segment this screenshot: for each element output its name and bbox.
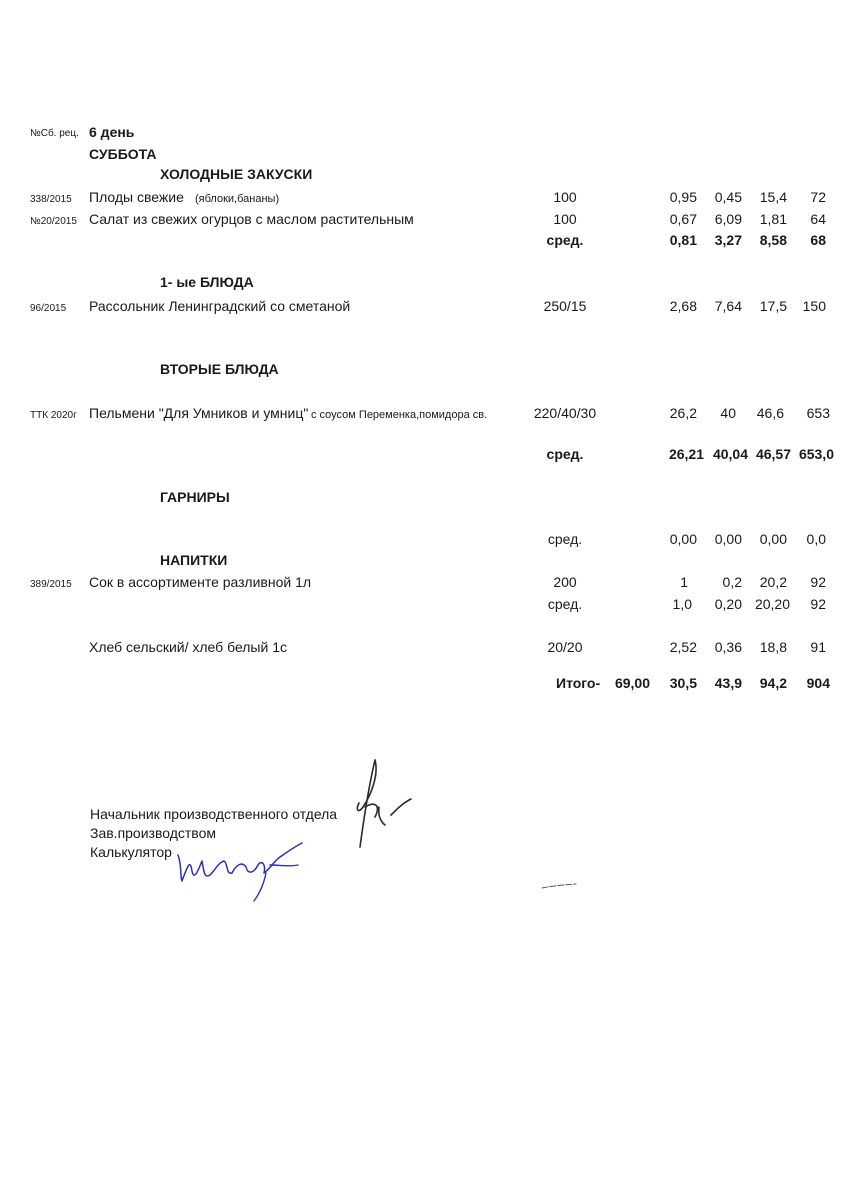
dish-note: (яблоки,бананы) bbox=[195, 193, 280, 205]
protein: 0,95 bbox=[669, 189, 697, 205]
weekday-title: СУББОТА bbox=[89, 146, 157, 162]
signature-calculator-label: Калькулятор bbox=[90, 844, 172, 860]
carbs: 0,00 bbox=[759, 531, 787, 547]
dish-note: с соусом Переменка,помидора св. bbox=[311, 409, 488, 421]
section-title-garnish: ГАРНИРЫ bbox=[160, 489, 230, 505]
dish-name: Хлеб сельский/ хлеб белый 1с bbox=[89, 639, 287, 655]
pen-mark-icon bbox=[540, 880, 580, 892]
fat: 7,64 bbox=[714, 298, 742, 314]
section-title-cold: ХОЛОДНЫЕ ЗАКУСКИ bbox=[160, 166, 313, 182]
average-label: сред. bbox=[547, 596, 583, 612]
fat: 0,00 bbox=[714, 531, 742, 547]
carbs: 94,2 bbox=[759, 675, 787, 691]
recipe-code: ТТК 2020г bbox=[30, 410, 77, 421]
signature-manager-label: Зав.производством bbox=[90, 825, 216, 841]
fat: 40,04 bbox=[712, 446, 748, 462]
protein: 0,67 bbox=[669, 211, 697, 227]
recipe-number-label: №Сб. рец. bbox=[30, 128, 79, 139]
recipe-code: №20/2015 bbox=[30, 216, 77, 227]
section-title-second: ВТОРЫЕ БЛЮДА bbox=[160, 361, 279, 377]
energy: 904 bbox=[806, 675, 830, 691]
average-label: сред. bbox=[547, 531, 583, 547]
energy: 92 bbox=[810, 574, 826, 590]
energy: 64 bbox=[810, 211, 826, 227]
section-title-drinks: НАПИТКИ bbox=[160, 552, 228, 568]
portion: 20/20 bbox=[547, 639, 583, 655]
protein: 1,0 bbox=[672, 596, 692, 612]
average-label: сред. bbox=[546, 232, 584, 248]
carbs: 8,58 bbox=[759, 232, 787, 248]
fat: 43,9 bbox=[714, 675, 742, 691]
energy: 91 bbox=[810, 639, 826, 655]
carbs: 18,8 bbox=[759, 639, 787, 655]
protein: 2,68 bbox=[669, 298, 697, 314]
recipe-code: 338/2015 bbox=[30, 194, 72, 205]
fat: 6,09 bbox=[714, 211, 742, 227]
fat: 3,27 bbox=[714, 232, 742, 248]
carbs: 15,4 bbox=[759, 189, 787, 205]
signature-blue-icon bbox=[170, 835, 320, 907]
fat: 0,2 bbox=[722, 574, 742, 590]
total-label: Итого- bbox=[556, 675, 601, 691]
carbs: 46,57 bbox=[755, 446, 791, 462]
carbs: 20,2 bbox=[759, 574, 787, 590]
energy: 0,0 bbox=[806, 531, 826, 547]
energy: 150 bbox=[802, 298, 826, 314]
carbs: 1,81 bbox=[759, 211, 787, 227]
signature-head-label: Начальник производственного отдела bbox=[90, 806, 338, 822]
dish-name: Пельмени "Для Умников и умниц" bbox=[89, 405, 309, 421]
protein: 1 bbox=[680, 574, 688, 590]
dish-name: Сок в ассортименте разливной 1л bbox=[89, 574, 312, 590]
average-label: сред. bbox=[546, 446, 584, 462]
fat: 0,45 bbox=[714, 189, 742, 205]
energy: 92 bbox=[810, 596, 826, 612]
carbs: 20,20 bbox=[754, 596, 790, 612]
energy: 653 bbox=[806, 405, 830, 421]
protein: 0,81 bbox=[669, 232, 697, 248]
fat: 0,36 bbox=[714, 639, 742, 655]
total-price: 69,00 bbox=[614, 675, 650, 691]
energy: 653,0 bbox=[798, 446, 834, 462]
portion: 200 bbox=[553, 574, 577, 590]
portion: 250/15 bbox=[543, 298, 587, 314]
energy: 68 bbox=[810, 232, 826, 248]
fat: 0,20 bbox=[714, 596, 742, 612]
energy: 72 bbox=[810, 189, 826, 205]
signature-black-icon bbox=[345, 755, 425, 855]
protein: 26,21 bbox=[668, 446, 704, 462]
day-title: 6 день bbox=[89, 124, 135, 140]
dish-name: Салат из свежих огурцов с маслом растительным bbox=[89, 211, 414, 227]
carbs: 17,5 bbox=[759, 298, 787, 314]
section-title-first: 1- ые БЛЮДА bbox=[160, 274, 254, 290]
carbs: 46,6 bbox=[756, 405, 784, 421]
recipe-code: 389/2015 bbox=[30, 579, 72, 590]
fat: 40 bbox=[720, 405, 736, 421]
protein: 30,5 bbox=[669, 675, 697, 691]
dish-name: Плоды свежие bbox=[89, 189, 184, 205]
portion: 220/40/30 bbox=[533, 405, 597, 421]
dish-name: Рассольник Ленинградский со сметаной bbox=[89, 298, 351, 314]
protein: 26,2 bbox=[669, 405, 697, 421]
portion: 100 bbox=[553, 189, 577, 205]
protein: 0,00 bbox=[669, 531, 697, 547]
recipe-code: 96/2015 bbox=[30, 303, 67, 314]
portion: 100 bbox=[553, 211, 577, 227]
protein: 2,52 bbox=[669, 639, 697, 655]
